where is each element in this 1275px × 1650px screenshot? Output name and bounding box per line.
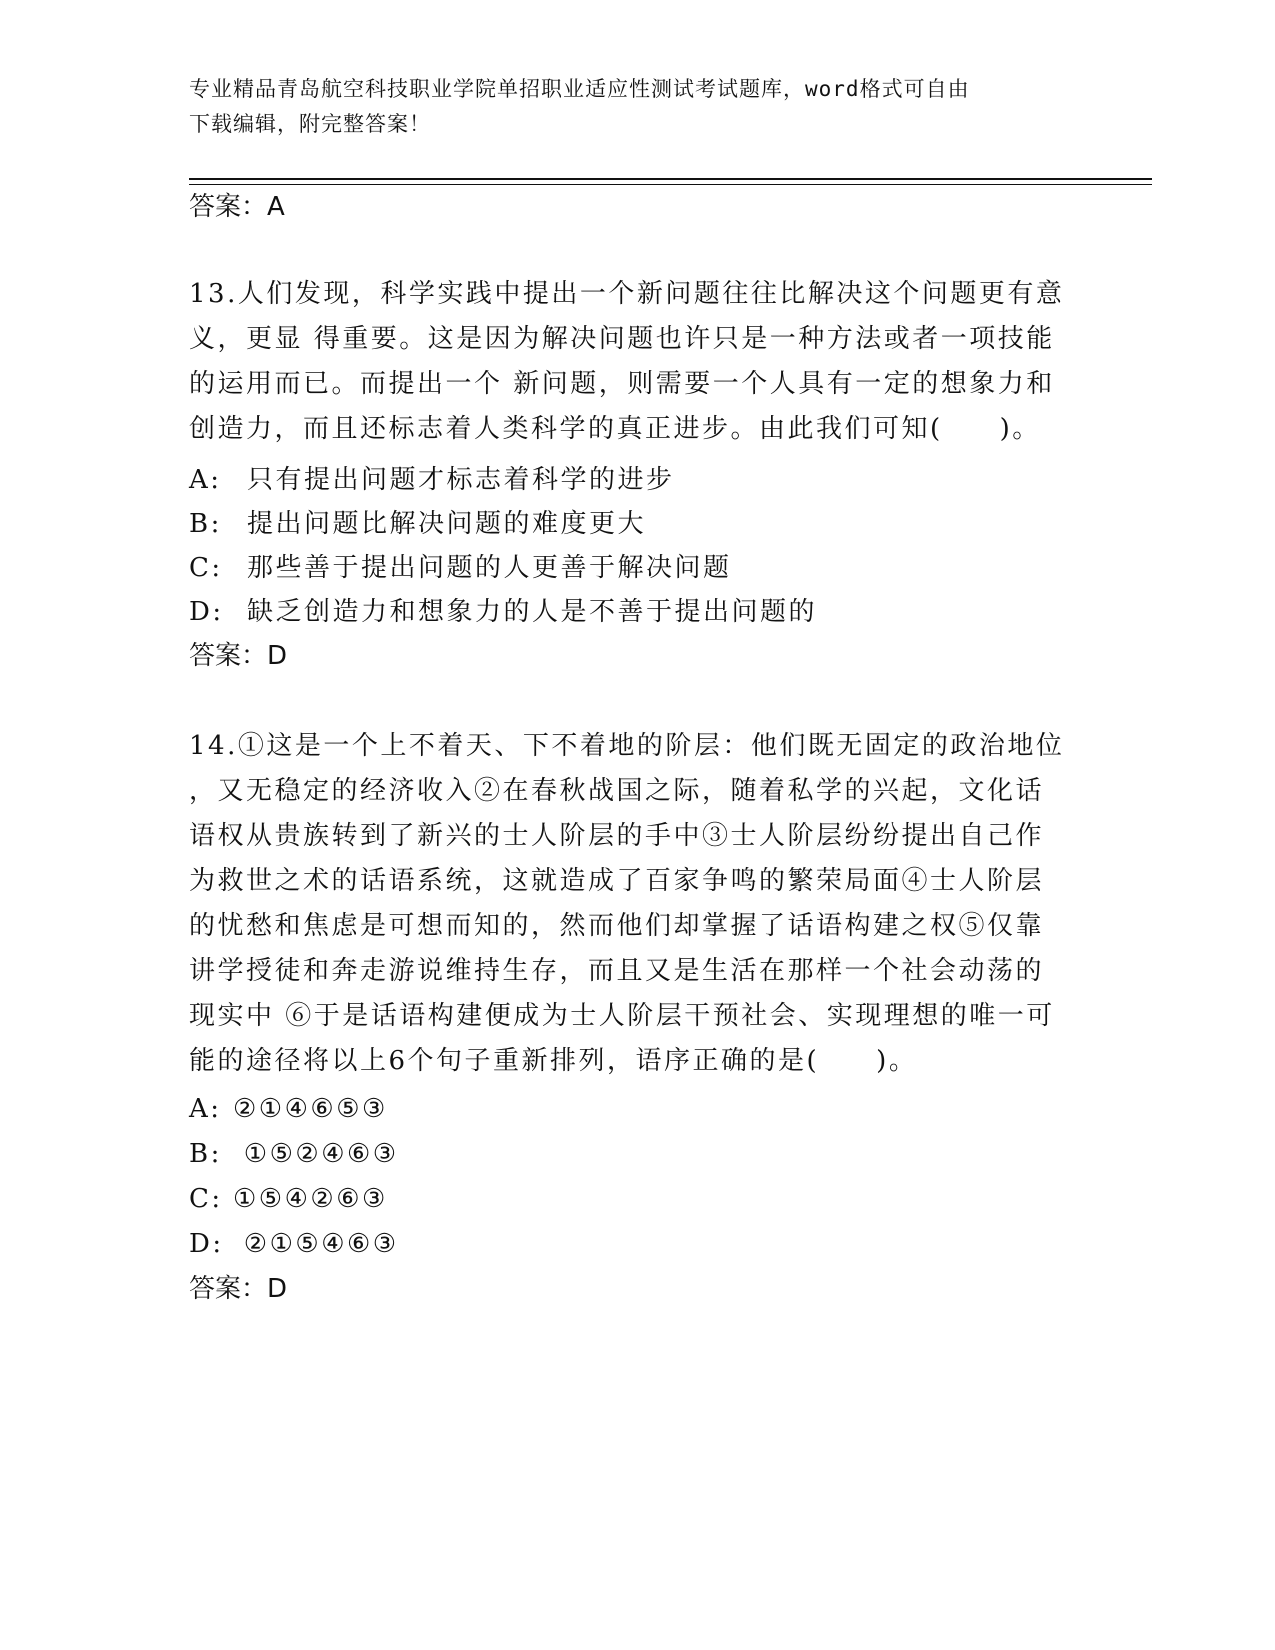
document-header [189,72,1089,142]
header-line-2: 下载编辑，附完整答案！ [189,112,431,136]
previous-answer: 答案：A [189,192,285,222]
question-13-option-a [189,463,675,497]
option-text: 缺乏创造力和想象力的人是不善于提出问题的 [247,597,818,627]
option-key: D: [189,1229,224,1259]
option-key: C: [189,553,223,583]
question-14-option-a [189,1092,388,1126]
question-14-line: 为救世之术的话语系统，这就造成了百家争鸣的繁荣局面④士人阶层 [189,866,1045,896]
question-13-text [189,272,1069,452]
question-13-answer: 答案：D [189,641,288,671]
option-text: 那些善于提出问题的人更善于解决问题 [247,553,732,583]
question-14-option-d [189,1227,399,1261]
question-14-option-c [189,1182,388,1216]
question-13-option-b [189,507,646,541]
option-key: A: [189,465,222,495]
question-14-line: 能的途径将以上6个句子重新排列，语序正确的是( )。 [189,1046,918,1076]
question-13-option-d [189,595,817,629]
option-key: B: [189,1139,222,1169]
option-key: B: [189,509,222,539]
question-14-text [189,724,1069,1084]
question-13-line: 13.人们发现，科学实践中提出一个新问题往往比解决这个问题更有意 [189,279,1065,309]
header-line-1: 专业精品青岛航空科技职业学院单招职业适应性测试考试题库，word格式可自由 [189,77,970,101]
header-rule-thin [189,184,1152,185]
question-14-line: 14.①这是一个上不着天、下不着地的阶层：他们既无固定的政治地位 [189,731,1065,761]
question-13-line: 的运用而已。而提出一个 新问题，则需要一个人具有一定的想象力和 [189,369,1055,399]
question-14-line: ，又无稳定的经济收入②在春秋战国之际，随着私学的兴起，文化话 [189,776,1045,806]
question-14-option-b [189,1137,399,1171]
option-key: C: [189,1184,223,1214]
question-14-line: 现实中 ⑥于是话语构建便成为士人阶层干预社会、实现理想的唯一可 [189,1001,1055,1031]
question-14-answer: 答案：D [189,1274,288,1304]
option-text: ①⑤④②⑥③ [233,1184,388,1214]
option-text: 提出问题比解决问题的难度更大 [247,509,647,539]
question-14-line: 的忧愁和焦虑是可想而知的，然而他们却掌握了话语构建之权⑤仅靠 [189,911,1045,941]
question-14-line: 语权从贵族转到了新兴的士人阶层的手中③士人阶层纷纷提出自己作 [189,821,1045,851]
option-key: D: [189,597,224,627]
option-text: ①⑤②④⑥③ [233,1139,399,1169]
question-14-line: 讲学授徒和奔走游说维持生存，而且又是生活在那样一个社会动荡的 [189,956,1045,986]
question-13-option-c [189,551,732,585]
option-text: ②①⑤④⑥③ [233,1229,399,1259]
option-text: ②①④⑥⑤③ [233,1094,388,1124]
question-13-line: 创造力，而且还标志着人类科学的真正进步。由此我们可知( )。 [189,414,1041,444]
option-key: A: [189,1094,222,1124]
header-rule-thick [189,178,1152,180]
question-13-line: 义，更显 得重要。这是因为解决问题也许只是一种方法或者一项技能 [189,324,1055,354]
option-text: 只有提出问题才标志着科学的进步 [247,465,675,495]
